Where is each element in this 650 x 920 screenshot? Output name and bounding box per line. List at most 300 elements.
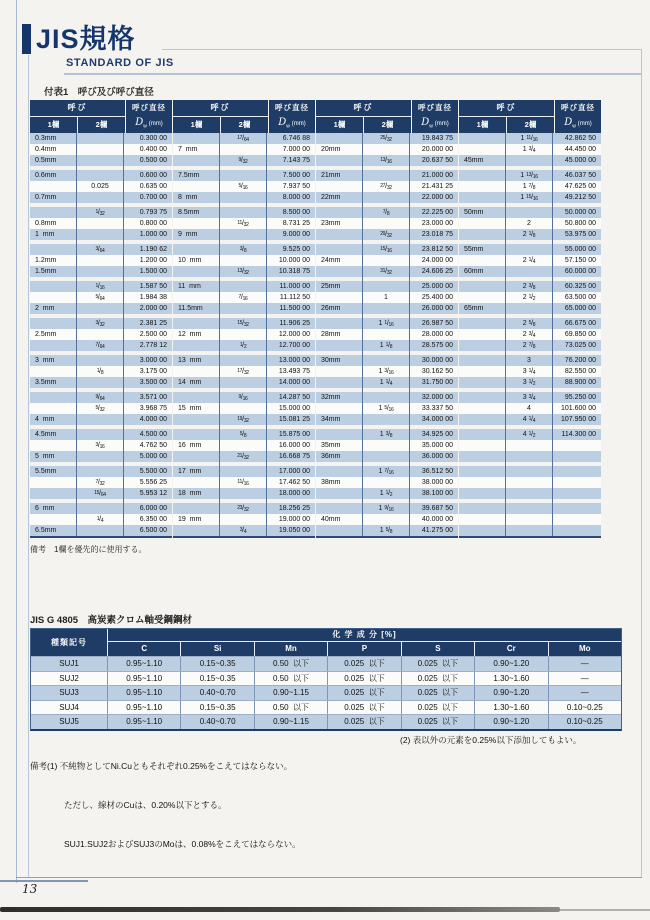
- cell-col2: [77, 477, 124, 488]
- table-row: [30, 218, 172, 229]
- cell-col2: 1 $^1/_4$: [363, 377, 410, 388]
- table-row: [316, 414, 458, 425]
- cell-diameter: 34.000 00: [421, 416, 453, 423]
- cell-col2: [506, 477, 553, 488]
- cell-col1: [459, 229, 506, 240]
- table-row: [316, 244, 458, 255]
- table-row: [459, 303, 601, 314]
- cell-col1: 19 mm: [173, 514, 220, 525]
- table-row: [316, 514, 458, 525]
- table-row: [459, 503, 601, 514]
- chem-value: 0.025 以下: [327, 701, 400, 715]
- cell-col2: 2 $^5/_8$: [506, 318, 553, 329]
- cell-diameter: 0.600 00: [139, 172, 167, 179]
- fraction: $^1/_2$: [239, 342, 247, 350]
- cell-col2: [363, 392, 410, 403]
- cell-diameter: 3.175 00: [139, 368, 167, 375]
- cell-col1: 0.6mm: [30, 170, 77, 181]
- cell-col1: [316, 525, 363, 536]
- table-row: [316, 466, 458, 477]
- table2-notes-left: [30, 734, 301, 877]
- cell-col2: [363, 255, 410, 266]
- header-col2: 2欄: [363, 117, 411, 133]
- cell-diameter: 65.000 00: [564, 305, 596, 312]
- fraction: $^1/_2$: [528, 431, 536, 439]
- table-row: [30, 366, 172, 377]
- cell-col2: 1 $^9/_{16}$: [363, 503, 410, 514]
- table-row: [173, 429, 315, 440]
- table-row: [459, 514, 601, 525]
- cell-col2: [77, 292, 124, 303]
- nominal-table: [316, 100, 458, 538]
- cell-diameter: 41.275 00: [421, 527, 453, 534]
- cell-col1: [459, 440, 506, 451]
- cell-col1: 45mm: [459, 155, 506, 166]
- cell-col2: 3 $^1/_4$: [506, 366, 553, 377]
- cell-col2: [506, 488, 553, 499]
- cell-col2: 1 $^1/_8$: [363, 340, 410, 351]
- table-header: [173, 100, 315, 133]
- cell-col2: 2 $^1/_4$: [506, 255, 553, 266]
- chem-header-element: Cr: [474, 642, 547, 656]
- cell-diameter: 49.212 50: [564, 194, 596, 201]
- cell-diameter: 38.100 00: [421, 490, 453, 497]
- chem-grade: SUJ5: [59, 717, 79, 726]
- cell-col2: [220, 229, 267, 240]
- cell-col2: [220, 192, 267, 203]
- header-designation-block: [173, 100, 268, 133]
- table-row: [173, 403, 315, 414]
- cell-diameter: 69.850 00: [564, 331, 596, 338]
- cell-col2: 3 $^1/_2$: [506, 377, 553, 388]
- cell-col2: [77, 466, 124, 477]
- cell-col2: [363, 451, 410, 462]
- cell-diameter: 24.606 25: [421, 268, 453, 275]
- chem-grade: SUJ3: [59, 688, 79, 697]
- cell-col2: [220, 144, 267, 155]
- cell-col1: [459, 503, 506, 514]
- page-header: [22, 24, 136, 54]
- cell-col2: 0.025: [77, 181, 124, 192]
- cell-diameter: 50.000 00: [564, 209, 596, 216]
- chem-value: 0.50 以下: [254, 657, 327, 671]
- cell-col2: [220, 292, 267, 303]
- cell-col1: 0.8mm: [30, 218, 77, 229]
- fraction: $^{31}/_{32}$: [380, 268, 392, 276]
- cell-col1: [316, 503, 363, 514]
- cell-diameter: 95.250 00: [564, 394, 596, 401]
- cell-diameter: 1.500 00: [139, 268, 167, 275]
- content-frame-right: [641, 49, 642, 877]
- cell-col1: 55mm: [459, 244, 506, 255]
- header-col2: 2欄: [506, 117, 554, 133]
- cell-col1: 4 mm: [30, 414, 77, 425]
- chem-header-right: [107, 629, 621, 656]
- table-row: [30, 392, 172, 403]
- footer-rule-segment: [0, 880, 88, 882]
- cell-col1: 9 mm: [173, 229, 220, 240]
- table-row: [316, 440, 458, 451]
- table-row: [459, 255, 601, 266]
- chem-header-element: Si: [180, 642, 253, 656]
- cell-col2: [220, 133, 267, 144]
- fraction: $^7/_8$: [382, 209, 390, 217]
- cell-col1: 5.5mm: [30, 466, 77, 477]
- cell-col1: 21mm: [316, 170, 363, 181]
- cell-diameter: 10.318 75: [278, 268, 310, 275]
- fraction: $^{13}/_{16}$: [380, 157, 392, 165]
- cell-diameter: 12.000 00: [278, 331, 310, 338]
- content-frame-top: [162, 49, 641, 50]
- header-designation: 呼び: [316, 100, 411, 117]
- table-row: [30, 488, 172, 499]
- cell-col1: [459, 340, 506, 351]
- note-line-1: 備考(1) 不純物としてNi.Cuともそれぞれ0.25%をこえてはならない。: [30, 761, 293, 771]
- cell-diameter: 3.500 00: [139, 379, 167, 386]
- cell-diameter: 7.500 00: [282, 172, 310, 179]
- cell-col1: [316, 207, 363, 218]
- table-row: [173, 514, 315, 525]
- cell-col1: [30, 366, 77, 377]
- header-designation: 呼び: [173, 100, 268, 117]
- fraction: $^1/_2$: [385, 490, 393, 498]
- table-row: [30, 207, 172, 218]
- fraction: $^5/_{16}$: [238, 183, 248, 191]
- header-diameter-block: [269, 100, 315, 133]
- header-subrow: [173, 117, 268, 133]
- cell-diameter: 30.162 50: [421, 368, 453, 375]
- cell-col1: 10 mm: [173, 255, 220, 266]
- table-row: [316, 429, 458, 440]
- fraction: $^1/_4$: [528, 368, 536, 376]
- table-row: [316, 229, 458, 240]
- cell-diameter: 40.000 00: [421, 516, 453, 523]
- chem-header-element: P: [327, 642, 400, 656]
- table2-caption: JIS G 4805 高炭素クロム軸受鋼鋼材: [30, 615, 193, 626]
- table-row: [459, 181, 601, 192]
- cell-col1: [173, 155, 220, 166]
- fraction: $^3/_4$: [528, 331, 536, 339]
- cell-diameter: 2.778 12: [139, 342, 167, 349]
- table-row: [30, 440, 172, 451]
- table-row: [459, 340, 601, 351]
- cell-col1: [459, 525, 506, 536]
- cell-col2: [77, 229, 124, 240]
- table-row: [459, 525, 601, 536]
- table-row: [316, 218, 458, 229]
- cell-diameter: 5.556 25: [139, 479, 167, 486]
- cell-col2: 2 $^3/_4$: [506, 329, 553, 340]
- table-row: [316, 181, 458, 192]
- cell-col2: 1 $^3/_{16}$: [363, 366, 410, 377]
- table-row: [173, 503, 315, 514]
- header-diameter: 呼び直径: [418, 103, 452, 112]
- cell-col1: 28mm: [316, 329, 363, 340]
- cell-col2: [363, 303, 410, 314]
- table-row: [173, 392, 315, 403]
- cell-col2: [77, 525, 124, 536]
- table-row: [459, 266, 601, 277]
- cell-col1: [459, 192, 506, 203]
- table-row: [30, 329, 172, 340]
- cell-diameter: 11.000 00: [279, 283, 310, 290]
- cell-diameter: 12.700 00: [278, 342, 310, 349]
- table-row: [459, 155, 601, 166]
- cell-col1: [459, 392, 506, 403]
- table-row: [316, 403, 458, 414]
- cell-col2: [77, 414, 124, 425]
- table-row: [316, 192, 458, 203]
- fraction: $^7/_{16}$: [384, 468, 394, 476]
- table-row: [173, 170, 315, 181]
- cell-col1: [459, 133, 506, 144]
- fraction: $^7/_{16}$: [238, 294, 248, 302]
- cell-col1: [316, 366, 363, 377]
- cell-col2: 1 $^5/_8$: [363, 525, 410, 536]
- cell-diameter: 19.843 75: [421, 135, 453, 142]
- cell-col2: [77, 192, 124, 203]
- cell-col2: [77, 503, 124, 514]
- chem-value: 0.90~1.20: [474, 715, 547, 729]
- nominal-table: [459, 100, 601, 538]
- cell-col2: [220, 355, 267, 366]
- cell-diameter: 101.600 00: [560, 405, 596, 412]
- cell-diameter: 34.925 00: [421, 431, 453, 438]
- chem-value: 0.15~0.35: [180, 672, 253, 686]
- cell-col1: [459, 366, 506, 377]
- fraction: $^9/_{32}$: [238, 157, 248, 165]
- table-row: [30, 144, 172, 155]
- cell-col2: [363, 181, 410, 192]
- fraction: $^3/_4$: [528, 146, 536, 154]
- page-border-left: [16, 0, 17, 883]
- cell-col2: [506, 303, 553, 314]
- cell-col2: 1 $^{15}/_{16}$: [506, 192, 553, 203]
- table-row: [30, 429, 172, 440]
- cell-col1: [173, 292, 220, 303]
- cell-col2: [220, 525, 267, 536]
- cell-col1: [316, 377, 363, 388]
- table-row: [316, 281, 458, 292]
- cell-col1: 20mm: [316, 144, 363, 155]
- cell-diameter: 36.000 00: [421, 453, 453, 460]
- cell-col1: [459, 181, 506, 192]
- cell-col1: 25mm: [316, 281, 363, 292]
- fraction: $^1/_{16}$: [95, 283, 105, 291]
- fraction: $^1/_8$: [528, 231, 536, 239]
- table-row: [30, 477, 172, 488]
- table-header: [316, 100, 458, 133]
- cell-diameter: 22.225 00: [421, 209, 453, 216]
- cell-diameter: 18.000 00: [278, 490, 310, 497]
- cell-diameter: 16.000 00: [278, 442, 310, 449]
- table-row: [316, 503, 458, 514]
- cell-diameter: 1.190 62: [139, 246, 167, 253]
- cell-diameter: [553, 451, 601, 462]
- cell-diameter: 14.287 50: [278, 394, 310, 401]
- table-row: [30, 514, 172, 525]
- cell-col2: [506, 514, 553, 525]
- cell-col2: 1 $^1/_{16}$: [363, 318, 410, 329]
- cell-diameter: 38.000 00: [421, 479, 453, 486]
- table-row: [459, 281, 601, 292]
- table-row: [30, 244, 172, 255]
- cell-diameter: 16.668 75: [278, 453, 310, 460]
- chem-value: 0.025 以下: [401, 701, 474, 715]
- chem-value: 0.40~0.70: [180, 715, 253, 729]
- table-row: [459, 366, 601, 377]
- cell-diameter: 31.750 00: [421, 379, 453, 386]
- table-row: [459, 292, 601, 303]
- cell-diameter: 1.587 50: [139, 283, 167, 290]
- chem-value: 0.10~0.25: [548, 715, 621, 729]
- chemical-table: [30, 628, 622, 731]
- title-accent-bar: [22, 24, 31, 54]
- table-row: [316, 340, 458, 351]
- cell-col1: [30, 292, 77, 303]
- fraction: $^1/_8$: [385, 342, 393, 350]
- fraction: $^{11}/_{16}$: [237, 479, 249, 487]
- cell-col1: 24mm: [316, 255, 363, 266]
- table-row: [30, 403, 172, 414]
- cell-diameter: 17.462 50: [278, 479, 310, 486]
- table-row: [30, 466, 172, 477]
- subtitle-rule: [64, 73, 641, 75]
- cell-col2: [77, 355, 124, 366]
- cell-col1: [459, 355, 506, 366]
- table-row: [173, 207, 315, 218]
- cell-col2: [77, 144, 124, 155]
- header-col1: 1欄: [476, 120, 489, 129]
- header-diameter: 呼び直径: [132, 103, 166, 112]
- cell-diameter: [553, 525, 601, 536]
- cell-diameter: 6.500 00: [139, 527, 167, 534]
- table-row: [459, 144, 601, 155]
- chem-row: [31, 656, 621, 671]
- fraction: $^{27}/_{32}$: [380, 183, 392, 191]
- cell-col1: 0.3mm: [30, 133, 77, 144]
- cell-col1: [30, 440, 77, 451]
- cell-col2: [220, 503, 267, 514]
- table-body: [30, 133, 172, 538]
- cell-col1: 15 mm: [173, 403, 220, 414]
- cell-col2: 1 $^5/_{16}$: [363, 403, 410, 414]
- table-row: [30, 525, 172, 536]
- cell-col1: [316, 181, 363, 192]
- cell-diameter: 2.000 00: [139, 305, 167, 312]
- cell-col1: [30, 318, 77, 329]
- cell-col2: [363, 266, 410, 277]
- chem-value: 0.90~1.15: [254, 715, 327, 729]
- table-row: [459, 477, 601, 488]
- fraction: $^7/_8$: [528, 342, 536, 350]
- cell-col1: [459, 318, 506, 329]
- table-body: [316, 133, 458, 538]
- cell-col2: [220, 451, 267, 462]
- table-row: [173, 525, 315, 536]
- table-row: [316, 155, 458, 166]
- cell-diameter: 6.350 00: [139, 516, 167, 523]
- table-row: [316, 266, 458, 277]
- cell-diameter: 1.984 38: [139, 294, 167, 301]
- cell-col1: 1.2mm: [30, 255, 77, 266]
- cell-col1: [30, 181, 77, 192]
- cell-col2: 1 $^{11}/_{16}$: [506, 133, 553, 144]
- table-row: [316, 477, 458, 488]
- cell-col1: [30, 207, 77, 218]
- cell-col1: 0.7mm: [30, 192, 77, 203]
- cell-diameter: 2.500 00: [139, 331, 167, 338]
- fraction: $^3/_4$: [528, 394, 536, 402]
- table-row: [459, 229, 601, 240]
- table-row: [173, 266, 315, 277]
- cell-col2: [220, 377, 267, 388]
- chem-value: 0.50 以下: [254, 701, 327, 715]
- cell-col2: [77, 170, 124, 181]
- cell-col1: [316, 292, 363, 303]
- cell-col1: 7.5mm: [173, 170, 220, 181]
- fraction: $^{25}/_{32}$: [380, 135, 392, 143]
- chem-row: [31, 685, 621, 700]
- table-row: [173, 155, 315, 166]
- cell-diameter: 50.800 00: [564, 220, 596, 227]
- cell-col2: [220, 255, 267, 266]
- cell-col2: [220, 414, 267, 425]
- cell-col2: [363, 133, 410, 144]
- cell-col2: [363, 207, 410, 218]
- cell-diameter: 0.793 75: [139, 209, 167, 216]
- cell-col1: [173, 340, 220, 351]
- cell-diameter: 1.000 00: [139, 231, 167, 238]
- table-row: [173, 329, 315, 340]
- table-row: [173, 366, 315, 377]
- chem-value: 0.90~1.15: [254, 686, 327, 700]
- cell-diameter: 28.575 00: [421, 342, 453, 349]
- cell-col2: [220, 181, 267, 192]
- note-line-3: SUJ1.SUJ2およびSUJ3のMoは、0.08%をこえてはならない。: [64, 839, 301, 849]
- cell-col1: [30, 244, 77, 255]
- cell-diameter: 0.300 00: [139, 135, 167, 142]
- chem-value: 0.025 以下: [401, 657, 474, 671]
- cell-col1: [173, 392, 220, 403]
- chem-value: 0.50 以下: [254, 672, 327, 686]
- chem-value: 0.10~0.25: [548, 701, 621, 715]
- header-col1: 1欄: [47, 120, 60, 129]
- cell-diameter: 76.200 00: [564, 357, 596, 364]
- table-row: [459, 440, 601, 451]
- chem-header-grade: 種類記号: [51, 638, 87, 647]
- cell-diameter: 7.000 00: [282, 146, 310, 153]
- cell-col2: [77, 429, 124, 440]
- cell-col2: [363, 329, 410, 340]
- cell-col2: [363, 477, 410, 488]
- cell-diameter: 0.635 00: [139, 183, 167, 190]
- cell-diameter: 13.000 00: [278, 357, 310, 364]
- cell-col2: [363, 144, 410, 155]
- cell-col2: [77, 303, 124, 314]
- table-header: [30, 100, 172, 133]
- chem-value: 1.30~1.60: [474, 672, 547, 686]
- table-row: [173, 218, 315, 229]
- cell-col1: 3.5mm: [30, 377, 77, 388]
- cell-col2: [220, 281, 267, 292]
- table-row: [459, 192, 601, 203]
- cell-diameter: 42.862 50: [564, 135, 596, 142]
- cell-diameter: 14.000 00: [278, 379, 310, 386]
- cell-col1: [30, 488, 77, 499]
- cell-diameter: [553, 466, 601, 477]
- fraction: $^3/_{32}$: [95, 320, 105, 328]
